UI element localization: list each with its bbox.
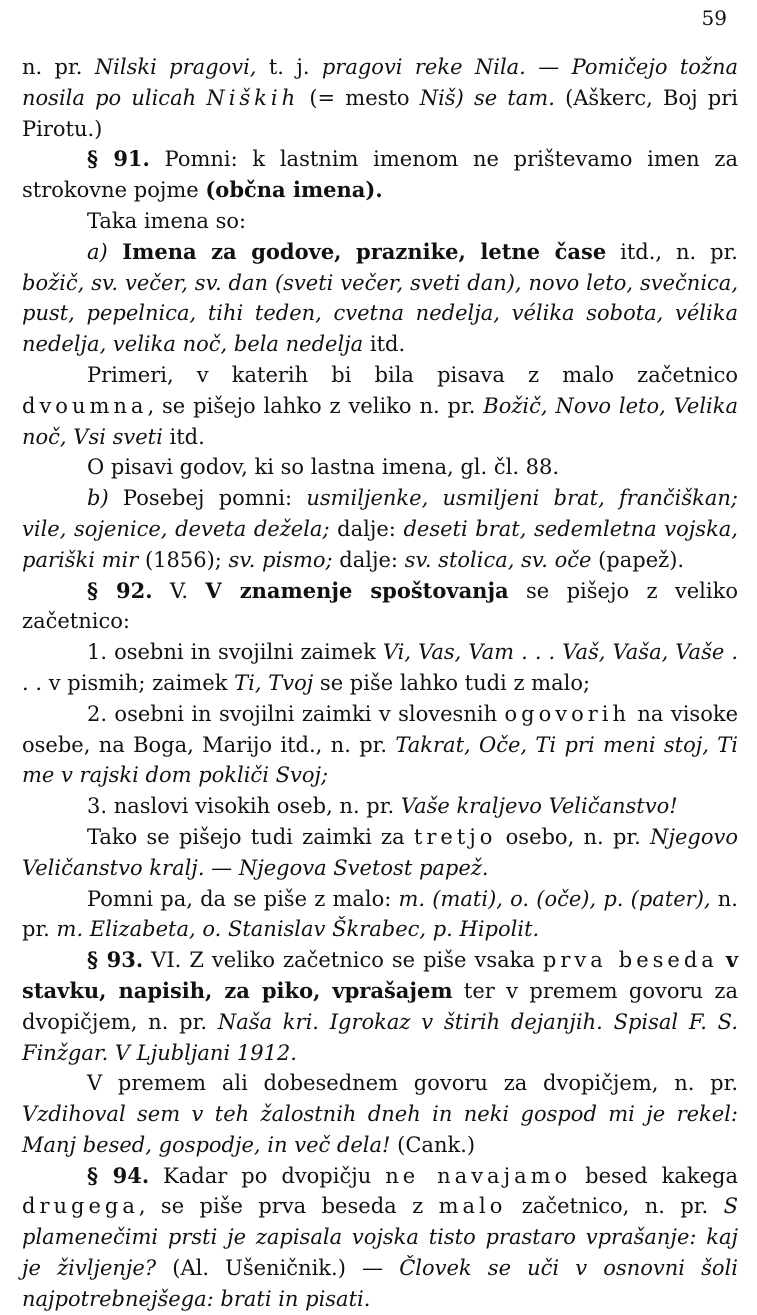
paragraph — [22, 884, 738, 946]
text-run: Naša kri. Igrokaz v štirih dejanjih. Spisal F. S. Finžgar. V Ljubljani 1912. — [22, 1009, 738, 1065]
text-run: pragovi reke Nila. — [321, 55, 526, 79]
text-run: Niš) — [419, 85, 464, 110]
text-run: § 93. — [87, 947, 144, 973]
text-run: dvoumna — [22, 393, 148, 418]
text-run: — — [525, 55, 572, 79]
paragraph — [22, 1161, 738, 1315]
text-run: Vi, Vas, Vam . . . Vaš, Vaša, Vaše . . . — [22, 640, 738, 695]
paragraph — [22, 945, 738, 1068]
text-run: 1. osebni in svojilni zaimek — [87, 640, 383, 665]
text-run: Božič, Novo leto, Velika noč, Vsi sveti — [22, 393, 739, 449]
text-run: (Aškerc, Boj pri Pirotu.) — [22, 85, 738, 141]
text-run: Takrat, Oče, Ti pri meni stoj, Ti me v rajski dom pokliči Svoj; — [22, 732, 739, 788]
text-run: Vzdihoval sem v teh žalostnih dneh in neki gospod mi je rekel: Manj besed, gospodje, in več dela! — [22, 1102, 738, 1157]
text-run: dalje: — [332, 547, 405, 572]
text-run: Nilski pragovi, — [94, 55, 257, 79]
paragraph — [22, 52, 738, 144]
text-run: tretjo — [413, 824, 497, 849]
text-run: (Al. Ušeničnik.) — — [156, 1256, 400, 1281]
text-run: t. j. — [256, 55, 322, 79]
text-run: (občna imena). — [205, 177, 383, 203]
text-run: Pomni: k lastnim imenom ne prištevamo imen za strokovne pojme — [22, 147, 738, 203]
text-run — [718, 948, 726, 972]
text-run: m. (mati), o. (oče), p. (pater), — [398, 886, 711, 911]
text-run: malo — [438, 1194, 507, 1219]
text-run: itd. — [363, 332, 406, 357]
paragraph — [22, 452, 738, 483]
paragraph — [22, 699, 738, 791]
text-run: a) — [87, 239, 108, 264]
text-run: se tam. — [473, 85, 555, 110]
text-run: Primeri, v katerih bi bila pisava z malo začetnico — [87, 362, 738, 387]
text-run: itd., n. pr. — [606, 239, 738, 264]
text-run: (papež). — [591, 547, 685, 572]
text-run: V znamenje spoštovanja — [205, 577, 509, 603]
text-run: § 92. — [87, 577, 153, 603]
text-run: n. pr. — [22, 55, 95, 79]
text-run: v pismih; zaimek — [42, 670, 235, 695]
text-run: dalje: — [329, 516, 404, 541]
text-run: V. — [152, 578, 206, 603]
text-run: Tako se pišejo tudi zaimki za — [87, 824, 414, 849]
text-run: ne navajamo — [385, 1163, 572, 1188]
text-run: besed kakega — [571, 1163, 738, 1188]
paragraph — [22, 822, 738, 884]
text-run: Imena za godove, praznike, letne čase — [107, 238, 607, 264]
paragraph — [22, 637, 738, 699]
text-run: § 91. — [87, 146, 150, 172]
text-run: Njegovo Veličanstvo kralj. — Njegova Svetost papež. — [22, 824, 738, 880]
text-run: VI. Z veliko začetnico se piše vsaka — [143, 948, 543, 973]
paragraph — [22, 360, 738, 452]
text-run: Pomni pa, da se piše z malo: — [87, 886, 399, 911]
text-run: v stavku, napisih, za piko, vprašajem — [22, 947, 739, 1003]
text-run: Taka imena so: — [87, 208, 247, 233]
paragraph — [22, 237, 738, 360]
text-run: m. Elizabeta, o. Stanislav Škrabec, p. Hipolit. — [56, 917, 540, 942]
text-run: usmiljenke, usmiljeni brat, frančiškan; vile, sojenice, deveta dežela; — [22, 486, 738, 541]
page-text — [22, 52, 738, 1315]
text-run: Pomičejo tožna nosila po ulicah — [22, 55, 739, 110]
text-run: božič, sv. večer, sv. dan (sveti večer, sveti dan), novo leto, svečnica, pust, pepelnica, tihi teden, cvetna nedelja, vélika sobota, vélika nedelja, velika noč, bela nedelja — [22, 270, 738, 357]
text-run: b) — [87, 486, 109, 511]
text-run: sv. stolica, sv. oče — [404, 547, 592, 572]
paragraph — [22, 1068, 738, 1160]
text-run: Človek se uči v osnovni šoli najpotrebnejšega: brati in pisati. — [22, 1256, 738, 1311]
paragraph — [22, 791, 738, 822]
text-run: sv. pismo; — [228, 547, 333, 572]
text-run: ogovorih — [504, 701, 631, 726]
text-run: S plamenečimi prsti je zapisala vojska tisto prastaro vprašanje: kaj je življenje? — [22, 1194, 738, 1281]
text-run: se piše lahko tudi z malo; — [313, 670, 591, 695]
text-run: prva beseda — [542, 948, 718, 973]
text-run: n. pr. — [22, 886, 738, 942]
text-run: Vaše kraljevo Veličanstvo! — [400, 794, 678, 819]
text-run: V premem ali dobesednem govoru za dvopičjem, n. pr. — [87, 1071, 738, 1096]
text-run: deseti brat, sedemletna vojska, pariški mir — [22, 516, 738, 572]
text-run: (1856); — [138, 547, 229, 572]
paragraph — [22, 483, 738, 575]
text-run: Ti, Tvoj — [234, 670, 314, 695]
text-run: O pisavi godov, ki so lastna imena, gl. čl. 88. — [87, 455, 560, 480]
text-run: 3. naslovi visokih oseb, n. pr. — [87, 794, 401, 819]
page-number: 59 — [701, 6, 727, 30]
text-run: § 94. — [87, 1162, 150, 1188]
text-run: (Cank.) — [390, 1132, 476, 1157]
text-run: , se pišejo lahko z veliko n. pr. — [147, 393, 484, 418]
text-run: osebo, n. pr. — [496, 824, 651, 849]
text-run: ter v premem govoru za dvopičjem, n. pr. — [22, 978, 738, 1034]
paragraph — [22, 206, 738, 237]
paragraph — [22, 576, 738, 638]
text-run: se pišejo z veliko začetnico: — [22, 578, 738, 634]
text-run: , se piše prva beseda z — [138, 1194, 439, 1219]
text-run: (= mesto — [299, 85, 420, 110]
text-run: itd. — [162, 424, 205, 449]
paragraph — [22, 144, 738, 206]
text-run: Niških — [206, 85, 300, 110]
text-run: na visoke osebe, na Boga, Marijo itd., n. pr. — [22, 701, 738, 757]
text-run: Posebej pomni: — [108, 486, 307, 511]
text-run — [464, 86, 474, 110]
text-run: Kadar po dvopičju — [149, 1163, 386, 1188]
text-run: začetnico, n. pr. — [506, 1194, 724, 1219]
text-run: drugega — [22, 1194, 139, 1219]
text-run: 2. osebni in svojilni zaimki v slovesnih — [87, 701, 505, 726]
